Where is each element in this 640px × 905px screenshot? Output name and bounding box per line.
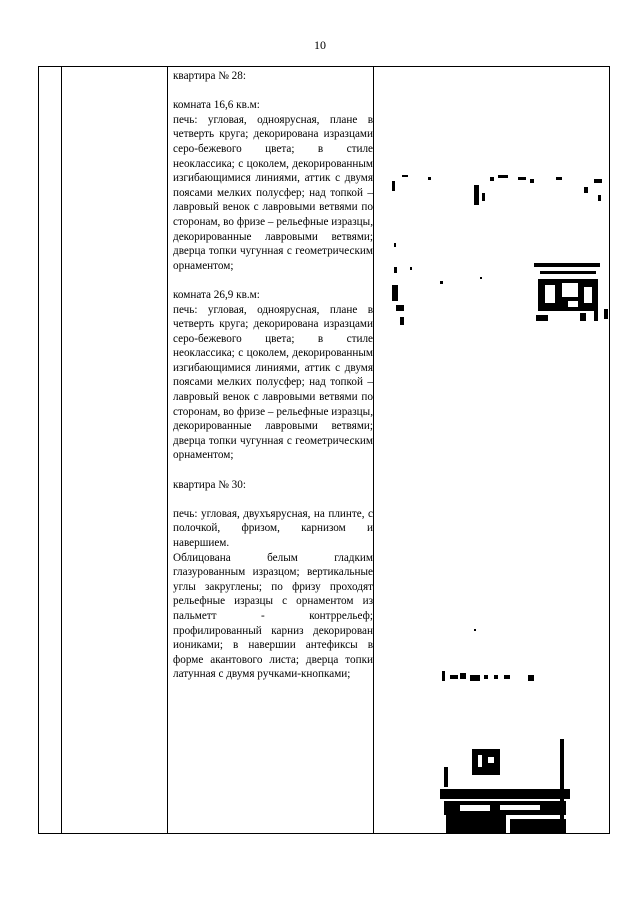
apartment-30-heading: квартира № 30: bbox=[173, 478, 246, 491]
apartment-30-stove-cladding: Облицована белым гладким глазурованным изразцом; вертикальные углы закруглены; по фризу проходят рельефные изразцы с орнаментом из пальметт - контррельеф; профилированный карниз декорирован иониками; в навершии антефиксы в форме акантового листа; дверца топки латунная с двумя ручками-кнопками; bbox=[173, 551, 373, 681]
stove-photos bbox=[380, 67, 611, 833]
room-16-6-stove-description: печь: угловая, одноярусная, плане в четверть круга; декорирована изразцами серо-бежевого цвета; в стиле неоклассика; с цоколем, декорированным изгибающимися линиями, аттик с двумя поясами мелких полусфер; над топкой – лавровый венок с лавровыми ветвями по сторонам, во фризе – рельефные изразцы, декорированные лавровыми ветвями; дверца топки чугунная с геометрическим орнаментом; bbox=[173, 113, 373, 272]
room-26-9-heading: комната 26,9 кв.м: bbox=[173, 288, 260, 301]
stove-photo-1 bbox=[392, 175, 608, 325]
room-26-9-stove-description: печь: угловая, одноярусная, плане в четверть круга; декорирована изразцами серо-бежевого цвета; в стиле неоклассика; с цоколем, декорированным изгибающимися линиями, аттик с двумя поясами мелких полусфер; над топкой – лавровый венок с лавровыми ветвями по сторонам, во фризе – рельефные изразцы, декорированные лавровыми ветвями; дверца топки чугунная с геометрическим орнаментом; bbox=[173, 303, 373, 462]
column-divider bbox=[167, 67, 168, 833]
apartment-28-heading: квартира № 28: bbox=[173, 70, 246, 82]
page-number: 10 bbox=[314, 38, 326, 52]
column-divider bbox=[373, 67, 374, 833]
description-table bbox=[38, 66, 610, 834]
description-cell bbox=[173, 69, 373, 682]
column-divider bbox=[61, 67, 62, 833]
stove-photo-2 bbox=[440, 629, 570, 833]
room-16-6-heading: комната 16,6 кв.м: bbox=[173, 99, 260, 112]
apartment-30-stove-shape: печь: угловая, двухъярусная, на плинте, с полочкой, фризом, карнизом и навершием. bbox=[173, 507, 373, 549]
